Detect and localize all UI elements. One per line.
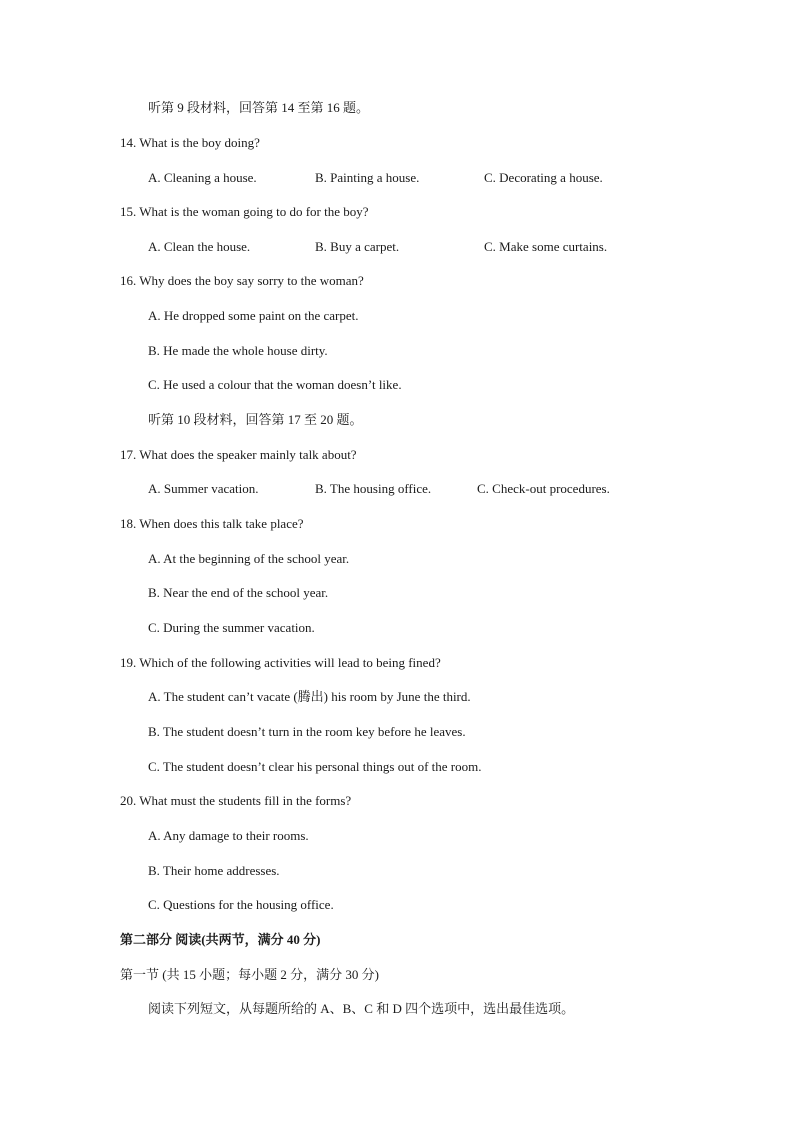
q14-option-c: C. Decorating a house. [484,170,603,185]
q20-option-b: B. Their home addresses. [148,863,280,878]
q18-option-b: B. Near the end of the school year. [148,585,329,600]
q16-option-c: C. He used a colour that the woman doesn’t like. [148,377,402,392]
q17-option-b: B. The housing office. [315,481,432,496]
question-16: 16. Why does the boy say sorry to the woman? [120,273,364,288]
q19-option-b: B. The student doesn’t turn in the room key before he leaves. [148,724,466,739]
question-19: 19. Which of the following activities will lead to being fined? [120,655,441,670]
q19-option-c: C. The student doesn’t clear his personal things out of the room. [148,759,482,774]
question-17: 17. What does the speaker mainly talk about? [120,447,357,462]
q15-option-c: C. Make some curtains. [484,239,608,254]
q20-option-a: A. Any damage to their rooms. [148,828,309,843]
question-20: 20. What must the students fill in the forms? [120,793,352,808]
q17-option-a: A. Summer vacation. [148,481,259,496]
section-9-intro: 听第 9 段材料，回答第 14 至第 16 题。 [148,100,370,115]
q14-option-b: B. Painting a house. [315,170,420,185]
q15-option-a: A. Clean the house. [148,239,251,254]
question-14: 14. What is the boy doing? [120,135,260,150]
q16-option-a: A. He dropped some paint on the carpet. [148,308,359,323]
q18-option-a: A. At the beginning of the school year. [148,551,350,566]
section-10-intro: 听第 10 段材料，回答第 17 至 20 题。 [148,412,363,427]
q19-option-a: A. The student can’t vacate (腾出) his room by June the third. [148,689,471,704]
q20-option-c: C. Questions for the housing office. [148,897,334,912]
q16-option-b: B. He made the whole house dirty. [148,343,328,358]
q17-option-c: C. Check-out procedures. [477,481,610,496]
question-15: 15. What is the woman going to do for the boy? [120,204,369,219]
section-1-heading: 第一节 (共 15 小题；每小题 2 分，满分 30 分) [120,967,379,982]
q14-option-a: A. Cleaning a house. [148,170,257,185]
q18-option-c: C. During the summer vacation. [148,620,315,635]
q15-option-b: B. Buy a carpet. [315,239,400,254]
question-18: 18. When does this talk take place? [120,516,304,531]
part-2-heading: 第二部分 阅读(共两节，满分 40 分) [120,932,321,947]
reading-instruction: 阅读下列短文，从每题所给的 A、B、C 和 D 四个选项中，选出最佳选项。 [148,1001,575,1016]
